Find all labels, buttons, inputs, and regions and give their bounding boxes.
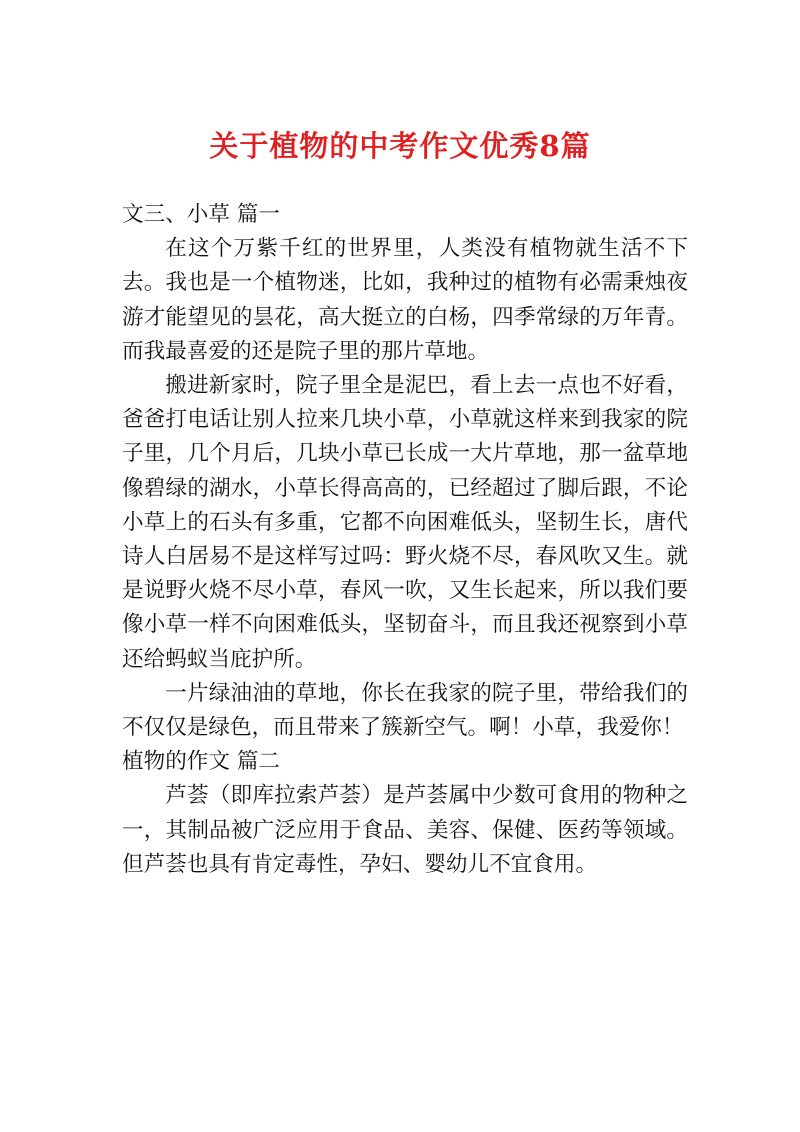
section-heading-1: 文三、小草 篇一: [122, 202, 281, 227]
document-body: [122, 198, 688, 882]
paragraph-1-1: 在这个万紫千红的世界里，人类没有植物就生活不下去。我也是一个植物迷，比如，我种过的植物有必需秉烛夜游才能望见的昙花，高大挺立的白杨，四季常绿的万年青。而我最喜爱的还是院子里的那片草地。: [122, 236, 688, 364]
section-heading-2: 植物的作文 篇二: [122, 749, 281, 775]
page-title: 关于植物的中考作文优秀8篇: [209, 129, 591, 163]
paragraph-2-1: 芦荟（即库拉索芦荟）是芦荟属中少数可食用的物种之一，其制品被广泛应用于食品、美容、保健、医药等领域。但芦荟也具有肯定毒性，孕妇、婴幼儿不宜食用。: [122, 783, 688, 877]
paragraph-1-2: 搬进新家时，院子里全是泥巴，看上去一点也不好看，爸爸打电话让别人拉来几块小草，小草就这样来到我家的院子里，几个月后，几块小草已长成一大片草地，那一盆草地像碧绿的湖水，小草长得高高的，已经超过了脚后跟，不论小草上的石头有多重，它都不向困难低头，坚韧生长，唐代诗人白居易不是这样写过吗：野火烧不尽，春风吹又生。就是说野火烧不尽小草，春风一吹，又生长起来，所以我们要像小草一样不向困难低头，坚韧奋斗，而且我还视察到小草还给蚂蚁当庇护所。: [122, 373, 688, 672]
paragraph-1-3: 一片绿油油的草地，你长在我家的院子里，带给我们的不仅仅是绿色，而且带来了簇新空气。啊！小草，我爱你！: [122, 680, 688, 741]
